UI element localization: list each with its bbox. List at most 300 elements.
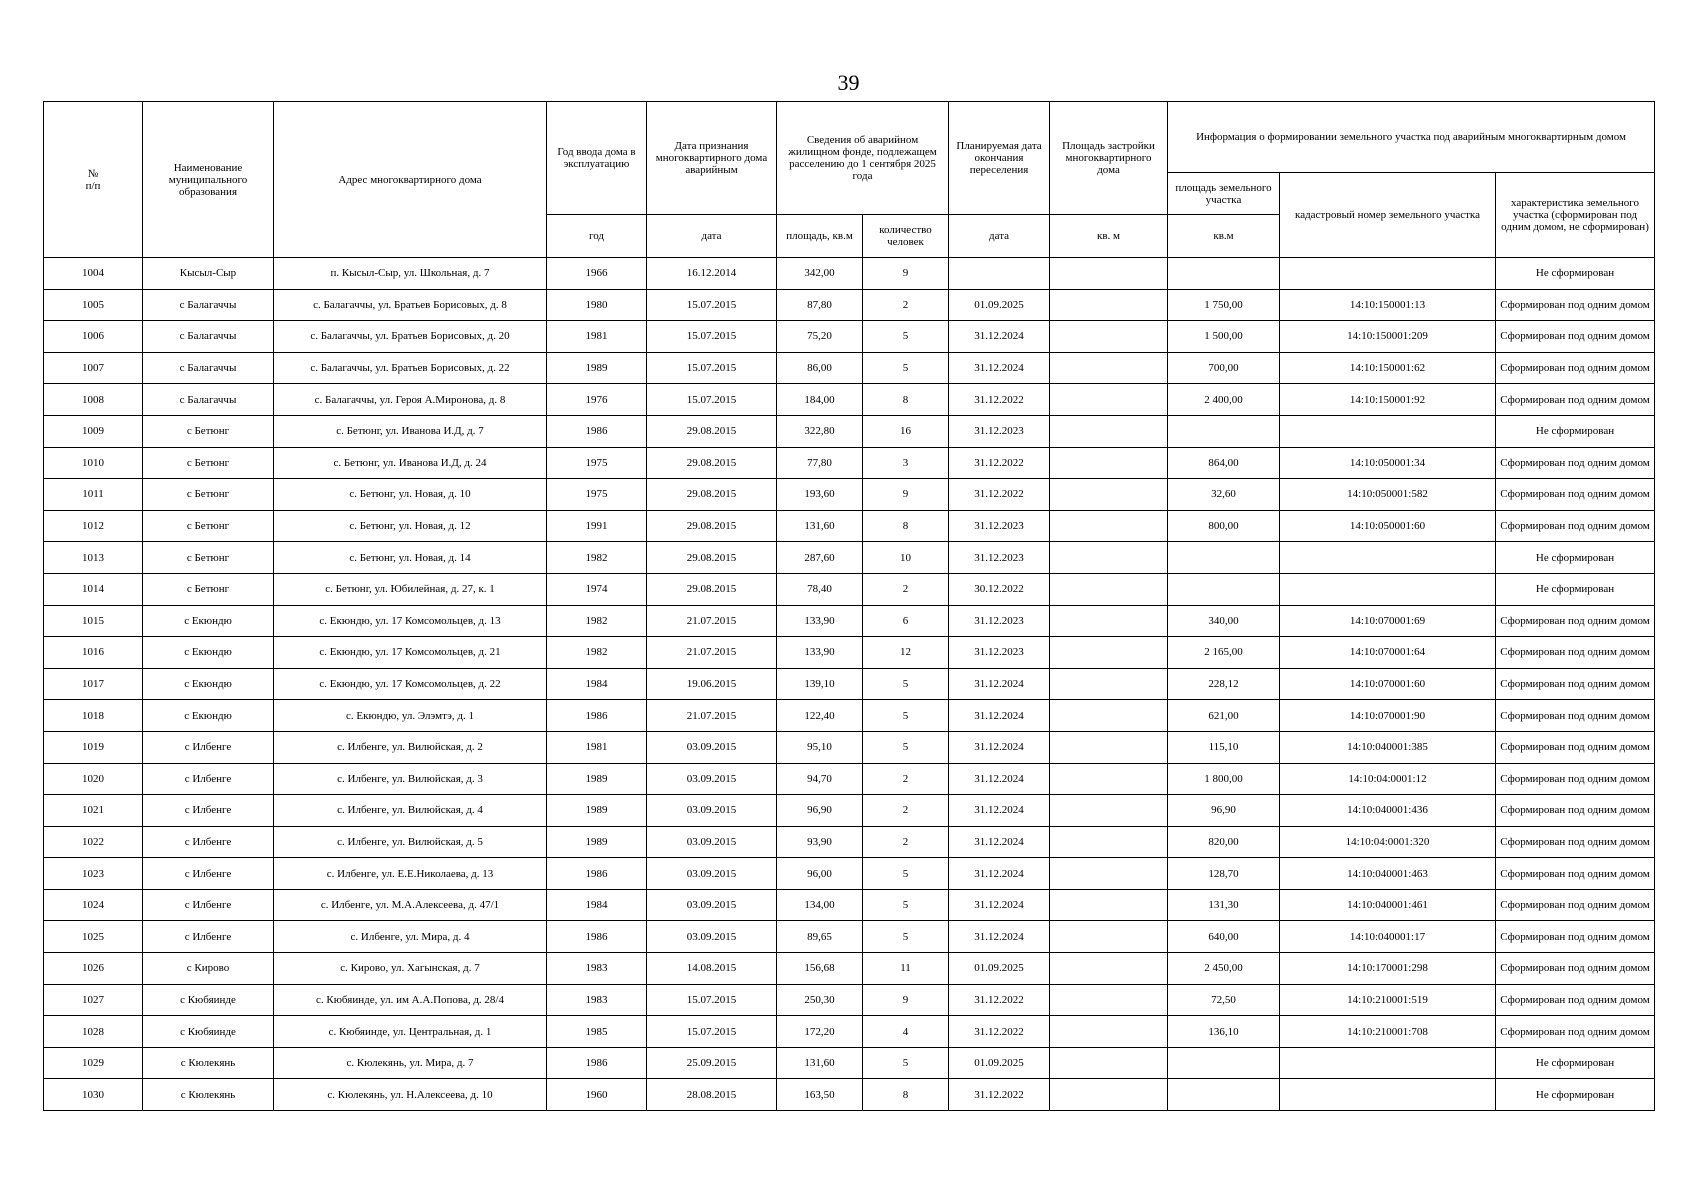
cell-characteristic: Сформирован под одним домом xyxy=(1496,637,1655,669)
cell-cadastral: 14:10:04:0001:320 xyxy=(1280,826,1496,858)
cell-land-area: 820,00 xyxy=(1168,826,1280,858)
cell-date: 25.09.2015 xyxy=(647,1047,777,1079)
cell-land-area: 640,00 xyxy=(1168,921,1280,953)
cell-date: 03.09.2015 xyxy=(647,921,777,953)
page-number: 39 xyxy=(837,70,860,95)
cell-characteristic: Не сформирован xyxy=(1496,1079,1655,1111)
cell-date: 03.09.2015 xyxy=(647,858,777,890)
cell-planned-date: 31.12.2023 xyxy=(949,510,1050,542)
cell-year: 1984 xyxy=(547,668,647,700)
cell-area: 193,60 xyxy=(777,479,863,511)
cell-year: 1960 xyxy=(547,1079,647,1111)
cell-area: 133,90 xyxy=(777,637,863,669)
cell-area: 95,10 xyxy=(777,731,863,763)
cell-planned-date: 30.12.2022 xyxy=(949,573,1050,605)
cell-municipality: с Екюндю xyxy=(143,637,274,669)
cell-address: с. Илбенге, ул. Мира, д. 4 xyxy=(274,921,547,953)
cell-address: с. Екюндю, ул. 17 Комсомольцев, д. 21 xyxy=(274,637,547,669)
cell-people: 5 xyxy=(863,700,949,732)
cell-municipality: с Екюндю xyxy=(143,700,274,732)
table-row xyxy=(44,447,1655,479)
cell-cadastral: 14:10:070001:64 xyxy=(1280,637,1496,669)
cell-municipality: с Илбенге xyxy=(143,731,274,763)
cell-municipality: с Бетюнг xyxy=(143,542,274,574)
cell-cadastral: 14:10:04:0001:12 xyxy=(1280,763,1496,795)
cell-address: с. Бетюнг, ул. Новая, д. 12 xyxy=(274,510,547,542)
cell-cadastral: 14:10:050001:582 xyxy=(1280,479,1496,511)
cell-municipality: с Бетюнг xyxy=(143,447,274,479)
cell-people: 12 xyxy=(863,637,949,669)
cell-characteristic: Сформирован под одним домом xyxy=(1496,921,1655,953)
cell-address: с. Илбенге, ул. Вилюйская, д. 5 xyxy=(274,826,547,858)
cell-cadastral: 14:10:070001:69 xyxy=(1280,605,1496,637)
table-row xyxy=(44,605,1655,637)
table-row xyxy=(44,953,1655,985)
table-row xyxy=(44,258,1655,290)
cell-building-area xyxy=(1050,352,1168,384)
cell-building-area xyxy=(1050,321,1168,353)
cell-planned-date: 31.12.2024 xyxy=(949,921,1050,953)
cell-municipality: с Илбенге xyxy=(143,921,274,953)
cell-building-area xyxy=(1050,953,1168,985)
cell-num: 1010 xyxy=(44,447,143,479)
cell-planned-date: 31.12.2023 xyxy=(949,637,1050,669)
cell-land-area: 1 800,00 xyxy=(1168,763,1280,795)
cell-year: 1986 xyxy=(547,921,647,953)
cell-date: 29.08.2015 xyxy=(647,510,777,542)
subheader-people: количество человек xyxy=(863,215,949,258)
table-row xyxy=(44,1079,1655,1111)
cell-year: 1986 xyxy=(547,1047,647,1079)
cell-characteristic: Сформирован под одним домом xyxy=(1496,826,1655,858)
cell-year: 1975 xyxy=(547,447,647,479)
cell-people: 6 xyxy=(863,605,949,637)
cell-cadastral xyxy=(1280,1079,1496,1111)
cell-date: 21.07.2015 xyxy=(647,637,777,669)
cell-building-area xyxy=(1050,542,1168,574)
cell-people: 8 xyxy=(863,510,949,542)
cell-date: 28.08.2015 xyxy=(647,1079,777,1111)
cell-building-area xyxy=(1050,731,1168,763)
subheader-planned-date: дата xyxy=(949,215,1050,258)
cell-people: 2 xyxy=(863,289,949,321)
cell-date: 15.07.2015 xyxy=(647,1016,777,1048)
cell-people: 4 xyxy=(863,1016,949,1048)
cell-cadastral xyxy=(1280,542,1496,574)
cell-num: 1020 xyxy=(44,763,143,795)
cell-date: 21.07.2015 xyxy=(647,605,777,637)
cell-municipality: с Екюндю xyxy=(143,668,274,700)
header-cadastral: кадастровый номер земельного участка xyxy=(1280,173,1496,258)
cell-area: 172,20 xyxy=(777,1016,863,1048)
cell-building-area xyxy=(1050,826,1168,858)
cell-cadastral: 14:10:050001:34 xyxy=(1280,447,1496,479)
cell-land-area: 2 450,00 xyxy=(1168,953,1280,985)
cell-num: 1013 xyxy=(44,542,143,574)
cell-planned-date: 31.12.2024 xyxy=(949,352,1050,384)
cell-year: 1989 xyxy=(547,763,647,795)
cell-municipality: с Бетюнг xyxy=(143,479,274,511)
cell-people: 8 xyxy=(863,1079,949,1111)
cell-year: 1986 xyxy=(547,858,647,890)
cell-num: 1019 xyxy=(44,731,143,763)
cell-area: 139,10 xyxy=(777,668,863,700)
cell-characteristic: Сформирован под одним домом xyxy=(1496,984,1655,1016)
cell-year: 1986 xyxy=(547,700,647,732)
header-building-area: Площадь застройки многоквартирного дома xyxy=(1050,102,1168,215)
cell-cadastral xyxy=(1280,258,1496,290)
table-row xyxy=(44,668,1655,700)
cell-num: 1015 xyxy=(44,605,143,637)
cell-area: 89,65 xyxy=(777,921,863,953)
cell-municipality: с Илбенге xyxy=(143,858,274,890)
table-row xyxy=(44,795,1655,827)
cell-municipality: с Илбенге xyxy=(143,889,274,921)
cell-address: с. Екюндю, ул. Элэмтэ, д. 1 xyxy=(274,700,547,732)
cell-address: с. Бетюнг, ул. Новая, д. 14 xyxy=(274,542,547,574)
cell-date: 15.07.2015 xyxy=(647,321,777,353)
cell-year: 1980 xyxy=(547,289,647,321)
cell-people: 11 xyxy=(863,953,949,985)
cell-year: 1982 xyxy=(547,637,647,669)
cell-date: 21.07.2015 xyxy=(647,700,777,732)
table-row xyxy=(44,637,1655,669)
cell-area: 156,68 xyxy=(777,953,863,985)
subheader-area: площадь, кв.м xyxy=(777,215,863,258)
cell-municipality: с Кюлекянь xyxy=(143,1079,274,1111)
table-row xyxy=(44,289,1655,321)
cell-date: 29.08.2015 xyxy=(647,542,777,574)
cell-building-area xyxy=(1050,1016,1168,1048)
cell-people: 5 xyxy=(863,352,949,384)
cell-land-area: 2 165,00 xyxy=(1168,637,1280,669)
cell-building-area xyxy=(1050,605,1168,637)
cell-address: с. Балагаччы, ул. Героя А.Миронова, д. 8 xyxy=(274,384,547,416)
table-row xyxy=(44,858,1655,890)
cell-year: 1983 xyxy=(547,984,647,1016)
cell-year: 1981 xyxy=(547,321,647,353)
cell-address: с. Екюндю, ул. 17 Комсомольцев, д. 22 xyxy=(274,668,547,700)
emergency-housing-table xyxy=(43,101,1655,1111)
cell-people: 16 xyxy=(863,415,949,447)
cell-land-area: 136,10 xyxy=(1168,1016,1280,1048)
cell-land-area: 2 400,00 xyxy=(1168,384,1280,416)
cell-planned-date: 31.12.2023 xyxy=(949,542,1050,574)
cell-characteristic: Не сформирован xyxy=(1496,1047,1655,1079)
cell-characteristic: Сформирован под одним домом xyxy=(1496,953,1655,985)
cell-address: с. Екюндю, ул. 17 Комсомольцев, д. 13 xyxy=(274,605,547,637)
cell-characteristic: Сформирован под одним домом xyxy=(1496,731,1655,763)
cell-land-area: 128,70 xyxy=(1168,858,1280,890)
cell-num: 1030 xyxy=(44,1079,143,1111)
cell-municipality: с Балагаччы xyxy=(143,384,274,416)
header-emergency-info: Сведения об аварийном жилищном фонде, подлежащем расселению до 1 сентября 2025 года xyxy=(777,102,949,215)
table-row xyxy=(44,384,1655,416)
cell-address: с. Илбенге, ул. Вилюйская, д. 4 xyxy=(274,795,547,827)
cell-building-area xyxy=(1050,573,1168,605)
cell-planned-date: 31.12.2024 xyxy=(949,668,1050,700)
cell-num: 1025 xyxy=(44,921,143,953)
cell-planned-date: 31.12.2023 xyxy=(949,605,1050,637)
cell-date: 03.09.2015 xyxy=(647,731,777,763)
cell-building-area xyxy=(1050,289,1168,321)
cell-num: 1014 xyxy=(44,573,143,605)
cell-municipality: с Балагаччы xyxy=(143,352,274,384)
cell-cadastral: 14:10:040001:385 xyxy=(1280,731,1496,763)
cell-municipality: с Балагаччы xyxy=(143,321,274,353)
cell-area: 131,60 xyxy=(777,510,863,542)
cell-land-area xyxy=(1168,415,1280,447)
cell-characteristic: Сформирован под одним домом xyxy=(1496,700,1655,732)
cell-land-area: 131,30 xyxy=(1168,889,1280,921)
cell-area: 250,30 xyxy=(777,984,863,1016)
cell-people: 2 xyxy=(863,795,949,827)
subheader-land-unit: кв.м xyxy=(1168,215,1280,258)
cell-building-area xyxy=(1050,858,1168,890)
cell-people: 2 xyxy=(863,573,949,605)
cell-characteristic: Сформирован под одним домом xyxy=(1496,289,1655,321)
table-row xyxy=(44,700,1655,732)
cell-building-area xyxy=(1050,795,1168,827)
cell-address: с. Балагаччы, ул. Братьев Борисовых, д. 20 xyxy=(274,321,547,353)
cell-area: 93,90 xyxy=(777,826,863,858)
table-row xyxy=(44,984,1655,1016)
cell-building-area xyxy=(1050,1079,1168,1111)
cell-area: 86,00 xyxy=(777,352,863,384)
cell-planned-date: 31.12.2024 xyxy=(949,889,1050,921)
cell-year: 1976 xyxy=(547,384,647,416)
cell-cadastral: 14:10:170001:298 xyxy=(1280,953,1496,985)
cell-people: 5 xyxy=(863,921,949,953)
cell-land-area: 340,00 xyxy=(1168,605,1280,637)
cell-area: 94,70 xyxy=(777,763,863,795)
cell-building-area xyxy=(1050,921,1168,953)
cell-address: с. Бетюнг, ул. Новая, д. 10 xyxy=(274,479,547,511)
cell-planned-date: 01.09.2025 xyxy=(949,289,1050,321)
cell-land-area: 1 750,00 xyxy=(1168,289,1280,321)
cell-address: с. Кирово, ул. Хагынская, д. 7 xyxy=(274,953,547,985)
cell-municipality: с Илбенге xyxy=(143,763,274,795)
header-date-declared: Дата признания многоквартирного дома аварийным xyxy=(647,102,777,215)
cell-area: 75,20 xyxy=(777,321,863,353)
cell-address: п. Кысыл-Сыр, ул. Школьная, д. 7 xyxy=(274,258,547,290)
table-row xyxy=(44,573,1655,605)
cell-building-area xyxy=(1050,984,1168,1016)
table-row xyxy=(44,889,1655,921)
cell-municipality: с Кюбяинде xyxy=(143,1016,274,1048)
header-address: Адрес многоквартирного дома xyxy=(274,102,547,258)
cell-building-area xyxy=(1050,1047,1168,1079)
cell-building-area xyxy=(1050,637,1168,669)
cell-address: с. Балагаччы, ул. Братьев Борисовых, д. 22 xyxy=(274,352,547,384)
cell-land-area xyxy=(1168,1047,1280,1079)
cell-address: с. Кюлекянь, ул. Н.Алексеева, д. 10 xyxy=(274,1079,547,1111)
cell-year: 1989 xyxy=(547,352,647,384)
cell-municipality: с Балагаччы xyxy=(143,289,274,321)
cell-people: 9 xyxy=(863,479,949,511)
cell-characteristic: Сформирован под одним домом xyxy=(1496,510,1655,542)
cell-planned-date: 01.09.2025 xyxy=(949,953,1050,985)
cell-characteristic: Сформирован под одним домом xyxy=(1496,384,1655,416)
cell-address: с. Бетюнг, ул. Юбилейная, д. 27, к. 1 xyxy=(274,573,547,605)
cell-characteristic: Сформирован под одним домом xyxy=(1496,858,1655,890)
cell-date: 19.06.2015 xyxy=(647,668,777,700)
cell-area: 96,00 xyxy=(777,858,863,890)
cell-building-area xyxy=(1050,510,1168,542)
cell-num: 1005 xyxy=(44,289,143,321)
cell-year: 1986 xyxy=(547,415,647,447)
cell-date: 29.08.2015 xyxy=(647,415,777,447)
cell-address: с. Илбенге, ул. М.А.Алексеева, д. 47/1 xyxy=(274,889,547,921)
cell-planned-date: 31.12.2022 xyxy=(949,447,1050,479)
table-row xyxy=(44,479,1655,511)
cell-cadastral: 14:10:150001:62 xyxy=(1280,352,1496,384)
cell-cadastral: 14:10:150001:92 xyxy=(1280,384,1496,416)
cell-land-area: 32,60 xyxy=(1168,479,1280,511)
cell-cadastral: 14:10:050001:60 xyxy=(1280,510,1496,542)
header-characteristic: характеристика земельного участка (сформирован под одним домом, не сформирован) xyxy=(1496,173,1655,258)
cell-land-area: 115,10 xyxy=(1168,731,1280,763)
cell-address: с. Кюбяинде, ул. Центральная, д. 1 xyxy=(274,1016,547,1048)
cell-area: 287,60 xyxy=(777,542,863,574)
cell-characteristic: Сформирован под одним домом xyxy=(1496,668,1655,700)
cell-num: 1011 xyxy=(44,479,143,511)
cell-address: с. Кюлекянь, ул. Мира, д. 7 xyxy=(274,1047,547,1079)
cell-year: 1991 xyxy=(547,510,647,542)
cell-municipality: с Кюбяинде xyxy=(143,984,274,1016)
cell-num: 1006 xyxy=(44,321,143,353)
cell-num: 1023 xyxy=(44,858,143,890)
cell-year: 1984 xyxy=(547,889,647,921)
cell-area: 77,80 xyxy=(777,447,863,479)
cell-date: 03.09.2015 xyxy=(647,795,777,827)
cell-planned-date: 31.12.2024 xyxy=(949,795,1050,827)
cell-date: 29.08.2015 xyxy=(647,573,777,605)
cell-people: 5 xyxy=(863,321,949,353)
cell-num: 1027 xyxy=(44,984,143,1016)
cell-num: 1004 xyxy=(44,258,143,290)
cell-cadastral xyxy=(1280,573,1496,605)
cell-num: 1012 xyxy=(44,510,143,542)
cell-area: 133,90 xyxy=(777,605,863,637)
cell-planned-date: 31.12.2023 xyxy=(949,415,1050,447)
cell-building-area xyxy=(1050,384,1168,416)
cell-date: 16.12.2014 xyxy=(647,258,777,290)
table-row xyxy=(44,510,1655,542)
cell-cadastral: 14:10:040001:463 xyxy=(1280,858,1496,890)
table-row xyxy=(44,1047,1655,1079)
cell-area: 78,40 xyxy=(777,573,863,605)
table-body xyxy=(44,258,1655,1111)
cell-num: 1016 xyxy=(44,637,143,669)
cell-area: 134,00 xyxy=(777,889,863,921)
cell-building-area xyxy=(1050,763,1168,795)
cell-people: 5 xyxy=(863,889,949,921)
cell-people: 9 xyxy=(863,258,949,290)
table-row xyxy=(44,731,1655,763)
table-row xyxy=(44,921,1655,953)
cell-characteristic: Сформирован под одним домом xyxy=(1496,889,1655,921)
cell-land-area xyxy=(1168,542,1280,574)
table-row xyxy=(44,321,1655,353)
cell-num: 1009 xyxy=(44,415,143,447)
cell-address: с. Бетюнг, ул. Иванова И.Д, д. 24 xyxy=(274,447,547,479)
cell-municipality: с Екюндю xyxy=(143,605,274,637)
cell-cadastral: 14:10:210001:708 xyxy=(1280,1016,1496,1048)
cell-date: 15.07.2015 xyxy=(647,289,777,321)
cell-cadastral: 14:10:040001:436 xyxy=(1280,795,1496,827)
table-row xyxy=(44,542,1655,574)
cell-building-area xyxy=(1050,668,1168,700)
cell-year: 1974 xyxy=(547,573,647,605)
cell-land-area: 96,90 xyxy=(1168,795,1280,827)
header-land-area: площадь земельного участка xyxy=(1168,173,1280,215)
cell-land-area: 72,50 xyxy=(1168,984,1280,1016)
cell-address: с. Илбенге, ул. Е.Е.Николаева, д. 13 xyxy=(274,858,547,890)
cell-cadastral: 14:10:070001:90 xyxy=(1280,700,1496,732)
cell-characteristic: Не сформирован xyxy=(1496,573,1655,605)
cell-cadastral: 14:10:070001:60 xyxy=(1280,668,1496,700)
cell-people: 5 xyxy=(863,731,949,763)
cell-planned-date: 01.09.2025 xyxy=(949,1047,1050,1079)
cell-land-area: 1 500,00 xyxy=(1168,321,1280,353)
cell-building-area xyxy=(1050,447,1168,479)
cell-area: 342,00 xyxy=(777,258,863,290)
cell-land-area: 864,00 xyxy=(1168,447,1280,479)
cell-area: 131,60 xyxy=(777,1047,863,1079)
cell-year: 1981 xyxy=(547,731,647,763)
table-row xyxy=(44,826,1655,858)
cell-planned-date: 31.12.2024 xyxy=(949,858,1050,890)
cell-num: 1022 xyxy=(44,826,143,858)
header-num: № п/п xyxy=(44,102,143,258)
cell-land-area: 800,00 xyxy=(1168,510,1280,542)
cell-people: 2 xyxy=(863,763,949,795)
cell-address: с. Кюбяинде, ул. им А.А.Попова, д. 28/4 xyxy=(274,984,547,1016)
cell-area: 184,00 xyxy=(777,384,863,416)
cell-year: 1982 xyxy=(547,605,647,637)
cell-people: 2 xyxy=(863,826,949,858)
cell-building-area xyxy=(1050,258,1168,290)
header-municipality: Наименование муниципального образования xyxy=(143,102,274,258)
header-year-commissioned: Год ввода дома в эксплуатацию xyxy=(547,102,647,215)
table-row xyxy=(44,763,1655,795)
cell-building-area xyxy=(1050,415,1168,447)
cell-date: 15.07.2015 xyxy=(647,984,777,1016)
cell-year: 1982 xyxy=(547,542,647,574)
cell-land-area xyxy=(1168,258,1280,290)
cell-address: с. Илбенге, ул. Вилюйская, д. 3 xyxy=(274,763,547,795)
cell-year: 1975 xyxy=(547,479,647,511)
cell-people: 5 xyxy=(863,668,949,700)
cell-planned-date xyxy=(949,258,1050,290)
cell-municipality: с Илбенге xyxy=(143,795,274,827)
cell-characteristic: Сформирован под одним домом xyxy=(1496,352,1655,384)
cell-planned-date: 31.12.2024 xyxy=(949,321,1050,353)
cell-year: 1985 xyxy=(547,1016,647,1048)
cell-planned-date: 31.12.2022 xyxy=(949,1079,1050,1111)
cell-year: 1989 xyxy=(547,826,647,858)
cell-planned-date: 31.12.2024 xyxy=(949,826,1050,858)
cell-people: 5 xyxy=(863,858,949,890)
cell-people: 5 xyxy=(863,1047,949,1079)
cell-planned-date: 31.12.2022 xyxy=(949,479,1050,511)
cell-date: 03.09.2015 xyxy=(647,889,777,921)
cell-cadastral: 14:10:210001:519 xyxy=(1280,984,1496,1016)
cell-characteristic: Не сформирован xyxy=(1496,258,1655,290)
cell-land-area: 228,12 xyxy=(1168,668,1280,700)
cell-date: 15.07.2015 xyxy=(647,352,777,384)
